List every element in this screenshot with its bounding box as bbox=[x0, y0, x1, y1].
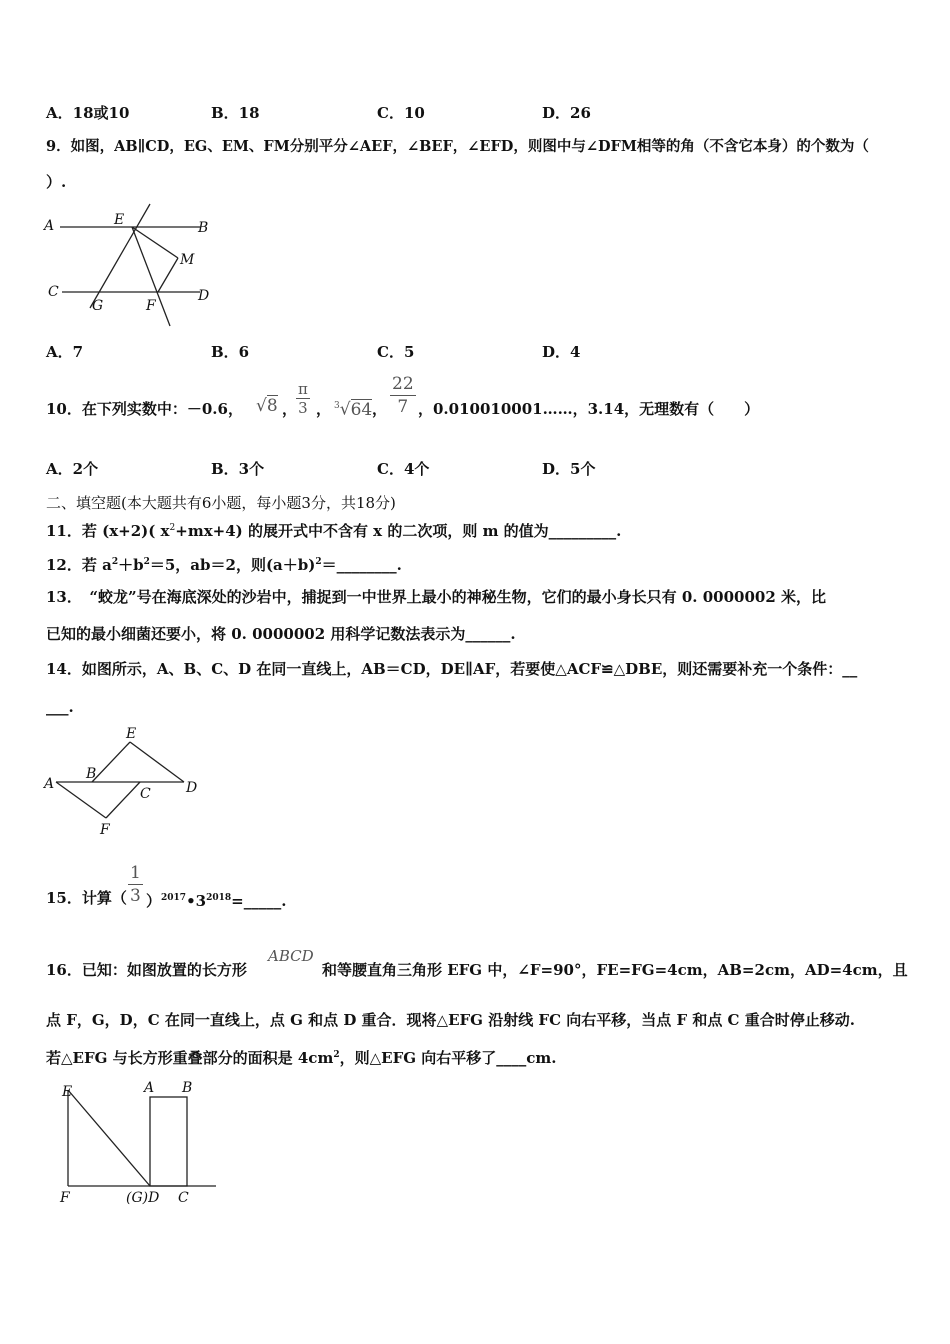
q10-cbrt64: $^3$√64 bbox=[334, 399, 373, 420]
q16-abcd: ABCD bbox=[268, 947, 314, 965]
q14-label-c: C bbox=[140, 786, 151, 802]
q9-label-g: G bbox=[92, 298, 104, 314]
q16-line2: 点 F，G，D，C 在同一直线上，点 G 和点 D 重合．现将△EFG 沿射线 FC 向右平移，当点 F 和点 C 重合时停止移动. bbox=[46, 1011, 855, 1029]
q16-prefix: 16．已知：如图放置的长方形 bbox=[46, 961, 247, 979]
q10-option-b: B．3个 bbox=[211, 460, 265, 478]
q13-line1: 13． “蛟龙”号在海底深处的沙岩中，捕捉到一中世界上最小的神秘生物，它们的最小身长只有 0. 0000002 米，比 bbox=[46, 588, 827, 606]
q16-label-a: A bbox=[144, 1080, 155, 1096]
q10-option-d: D．5个 bbox=[542, 460, 596, 478]
q10-frac-pi: $\frac{\pi}{3}$ bbox=[298, 380, 308, 417]
q9-label-d: D bbox=[198, 288, 210, 304]
q16-label-gd: (G)D bbox=[126, 1190, 160, 1206]
q8-option-c: C．10 bbox=[377, 104, 425, 122]
q12-text: 12．若 $a^2+b^2=5$，ab＝2，则$(a+b)^2=\_\_\_\_\_\_\_\_$. bbox=[46, 556, 402, 574]
q9-option-c: C．5 bbox=[377, 343, 415, 361]
q16-rest1: 和等腰直角三角形 EFG 中，∠F=90°，FE=FG=4cm，AB=2cm，AD=4cm，且 bbox=[322, 961, 908, 979]
q8-option-d: D．26 bbox=[542, 104, 591, 122]
q9-option-b: B．6 bbox=[211, 343, 250, 361]
q14-label-d: D bbox=[186, 780, 198, 796]
q8-option-a: A．18或10 bbox=[46, 104, 130, 122]
q16-label-c: C bbox=[178, 1190, 189, 1206]
q16-label-b: B bbox=[182, 1080, 193, 1096]
q9-label-m: M bbox=[180, 252, 195, 268]
q14-label-f: F bbox=[100, 822, 110, 838]
q9-label-f: F bbox=[146, 298, 156, 314]
q9-option-d: D．4 bbox=[542, 343, 581, 361]
q10-frac-22-7: $\frac{22}{7}$ bbox=[392, 374, 414, 417]
q11-text: 11．若 (x+2)( $x^2+mx+4$) 的展开式中不含有 x 的二次项，则 m 的值为_________. bbox=[46, 522, 622, 540]
q9-label-b: B bbox=[198, 220, 209, 236]
q9-label-c: C bbox=[48, 284, 59, 300]
q16-line3: 若△EFG 与长方形重叠部分的面积是 $4cm^2$，则△EFG 向右平移了____cm. bbox=[46, 1049, 557, 1067]
q10-prefix: 10．在下列实数中：－0.6， bbox=[46, 400, 243, 418]
q16-label-e: E bbox=[62, 1084, 73, 1100]
q9-label-a: A bbox=[44, 218, 55, 234]
q10-option-c: C．4个 bbox=[377, 460, 430, 478]
q8-option-b: B．18 bbox=[211, 104, 260, 122]
q9-text: 9．如图，AB∥CD，EG、EM、FM分别平分∠AEF，∠BEF，∠EFD，则图中与∠DFM相等的角（不含它本身）的个数为（ bbox=[46, 138, 869, 155]
q14-label-b: B bbox=[86, 766, 97, 782]
q16-figure bbox=[58, 1078, 228, 1208]
q13-line2: 已知的最小细菌还要小，将 0. 0000002 用科学记数法表示为______. bbox=[46, 625, 516, 643]
q14-figure bbox=[40, 720, 210, 840]
q10-sqrt8: √8 bbox=[256, 396, 278, 416]
q9-option-a: A．7 bbox=[46, 343, 84, 361]
q14-line2: ___. bbox=[46, 698, 74, 716]
q9-label-e: E bbox=[114, 212, 125, 228]
q15-expression: ）$^{2017}•3^{2018}=\_\_\_\_\_$. bbox=[146, 892, 287, 910]
section2-title: 二、填空题(本大题共有6小题，每小题3分，共18分) bbox=[46, 494, 396, 512]
q14-label-e: E bbox=[126, 726, 137, 742]
q9-figure bbox=[40, 200, 220, 330]
q14-label-a: A bbox=[44, 776, 55, 792]
q15-fraction: $\frac{1}{3}$ bbox=[130, 863, 141, 906]
q14-line1: 14．如图所示，A、B、C、D 在同一直线上，AB＝CD，DE∥AF，若要使△ACF≌△DBE，则还需要补充一个条件：__ bbox=[46, 660, 858, 678]
q10-suffix: ，0.010010001……，3.14，无理数有（ ） bbox=[418, 400, 760, 418]
q15-prefix: 15．计算（ bbox=[46, 889, 127, 907]
q16-label-f: F bbox=[60, 1190, 70, 1206]
q9-text-cont: ）. bbox=[46, 173, 67, 191]
q10-option-a: A．2个 bbox=[46, 460, 99, 478]
